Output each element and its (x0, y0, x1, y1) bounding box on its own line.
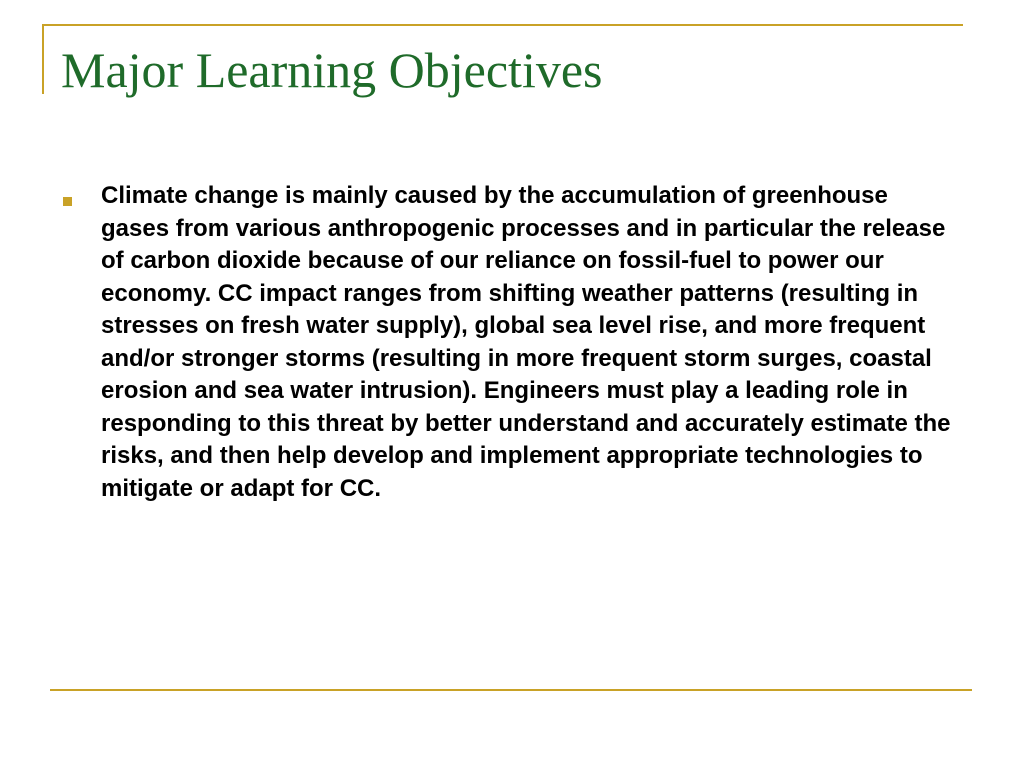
bullet-list (62, 180, 962, 505)
title-frame-top-rule (42, 24, 963, 26)
square-bullet-icon (63, 197, 72, 206)
bullet-item (62, 180, 962, 505)
slide-title: Major Learning Objectives (61, 42, 603, 98)
footer-rule (50, 689, 972, 691)
bullet-text: Climate change is mainly caused by the accumulation of greenhouse gases from various anthropogenic processes and in particular the release of carbon dioxide because of our reliance on fossil-fuel to power our economy. CC impact ranges from shifting weather patterns (resulting in stresses on fresh water supply), global sea level rise, and more frequent and/or stronger storms (resulting in more frequent storm surges, coastal erosion and sea water intrusion). Engineers must play a leading role in responding to this threat by better understand and accurately estimate the risks, and then help develop and implement appropriate technologies to mitigate or adapt for CC. (101, 182, 951, 502)
title-frame-left-rule (42, 24, 44, 94)
